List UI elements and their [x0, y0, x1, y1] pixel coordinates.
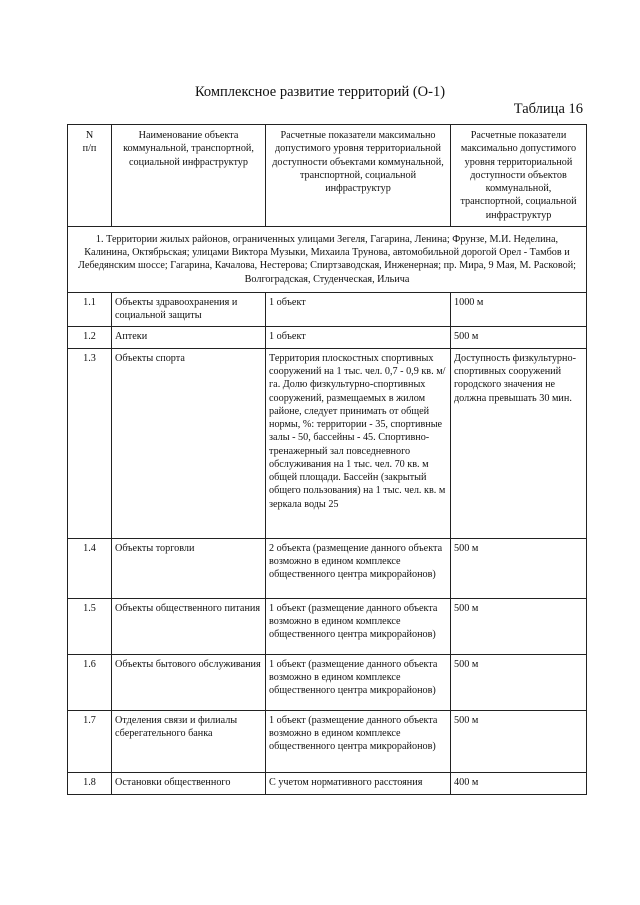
row-access-indicator: 400 м — [451, 772, 587, 794]
row-object-name: Отделения связи и филиалы сберегательного банка — [112, 710, 266, 772]
row-object-name: Объекты торговли — [112, 538, 266, 598]
row-calc-indicator: 2 объекта (размещение данного объекта возможно в едином комплексе общественного центра микрорайонов) — [266, 538, 451, 598]
row-access-indicator: 500 м — [451, 654, 587, 710]
row-number: 1.8 — [68, 772, 112, 794]
table-header-row — [68, 125, 587, 227]
row-calc-indicator: 1 объект — [266, 326, 451, 348]
row-object-name: Остановки общественного — [112, 772, 266, 794]
infrastructure-table — [67, 124, 587, 795]
row-calc-indicator: С учетом нормативного расстояния — [266, 772, 451, 794]
row-access-indicator: 500 м — [451, 598, 587, 654]
row-number: 1.4 — [68, 538, 112, 598]
row-access-indicator: 1000 м — [451, 292, 587, 326]
row-calc-indicator: 1 объект — [266, 292, 451, 326]
row-number: 1.5 — [68, 598, 112, 654]
row-access-indicator: 500 м — [451, 538, 587, 598]
table-row — [68, 326, 587, 348]
row-number: 1.2 — [68, 326, 112, 348]
row-object-name: Объекты общественного питания — [112, 598, 266, 654]
row-object-name: Объекты спорта — [112, 348, 266, 538]
row-access-indicator: 500 м — [451, 710, 587, 772]
row-object-name: Объекты здравоохранения и социальной защиты — [112, 292, 266, 326]
row-calc-indicator: 1 объект (размещение данного объекта возможно в едином комплексе общественного центра микрорайонов) — [266, 654, 451, 710]
row-access-indicator: 500 м — [451, 326, 587, 348]
row-access-indicator: Доступность физкультурно-спортивных сооружений городского значения не должна превышать 30 мин. — [451, 348, 587, 538]
table-row — [68, 710, 587, 772]
header-num: N п/п — [68, 125, 112, 227]
table-row — [68, 598, 587, 654]
table-row — [68, 292, 587, 326]
table-row — [68, 654, 587, 710]
header-max-access: Расчетные показатели максимально допустимого уровня территориальной доступности объектов коммунальной, транспортной, социальной инфраструктур — [451, 125, 587, 227]
row-number: 1.6 — [68, 654, 112, 710]
row-calc-indicator: 1 объект (размещение данного объекта возможно в едином комплексе общественного центра микрорайонов) — [266, 598, 451, 654]
row-calc-indicator: 1 объект (размещение данного объекта возможно в едином комплексе общественного центра микрорайонов) — [266, 710, 451, 772]
row-object-name: Аптеки — [112, 326, 266, 348]
document-title: Комплексное развитие территорий (О-1) — [194, 84, 446, 100]
table-row — [68, 538, 587, 598]
table-row — [68, 348, 587, 538]
row-number: 1.1 — [68, 292, 112, 326]
section-row — [68, 226, 587, 292]
row-number: 1.3 — [68, 348, 112, 538]
row-object-name: Объекты бытового обслуживания — [112, 654, 266, 710]
section-heading: 1. Территории жилых районов, ограниченных улицами Зегеля, Гагарина, Ленина; Фрунзе, М.И. Неделина, Калинина, Октябрьская; улицами Виктора Музыки, Михаила Трунова, автомобильной дорогой Орел - Тамбов и Лебедянским шоссе; Гагарина, Качалова, Нестерова; Спиртзаводская, Инженерная; пр. Мира, 9 Мая, М. Расковой; Волгоградская, Студенческая, Ильича — [68, 226, 587, 292]
header-name: Наименование объекта коммунальной, транспортной, социальной инфраструктур — [112, 125, 266, 227]
table-row — [68, 772, 587, 794]
row-number: 1.7 — [68, 710, 112, 772]
row-calc-indicator: Территория плоскостных спортивных сооружений на 1 тыс. чел. 0,7 - 0,9 кв. м/га. Долю физкультурно-спортивных сооружений, размещаемых в жилом районе, следует принимать от общей нормы, %: территории - 35, спортивные залы - 50, бассейны - 45. Спортивно-тренажерный зал повседневного обслуживания на 1 тыс. чел. 70 кв. м общей площади. Бассейн (закрытый общего пользования) на 1 тыс. чел. кв. м зеркала воды 25 — [266, 348, 451, 538]
header-max-calc: Расчетные показатели максимально допустимого уровня территориальной доступности объектами коммунальной, транспортной, социальной инфраструктур — [266, 125, 451, 227]
table-number: Таблица 16 — [513, 101, 583, 117]
